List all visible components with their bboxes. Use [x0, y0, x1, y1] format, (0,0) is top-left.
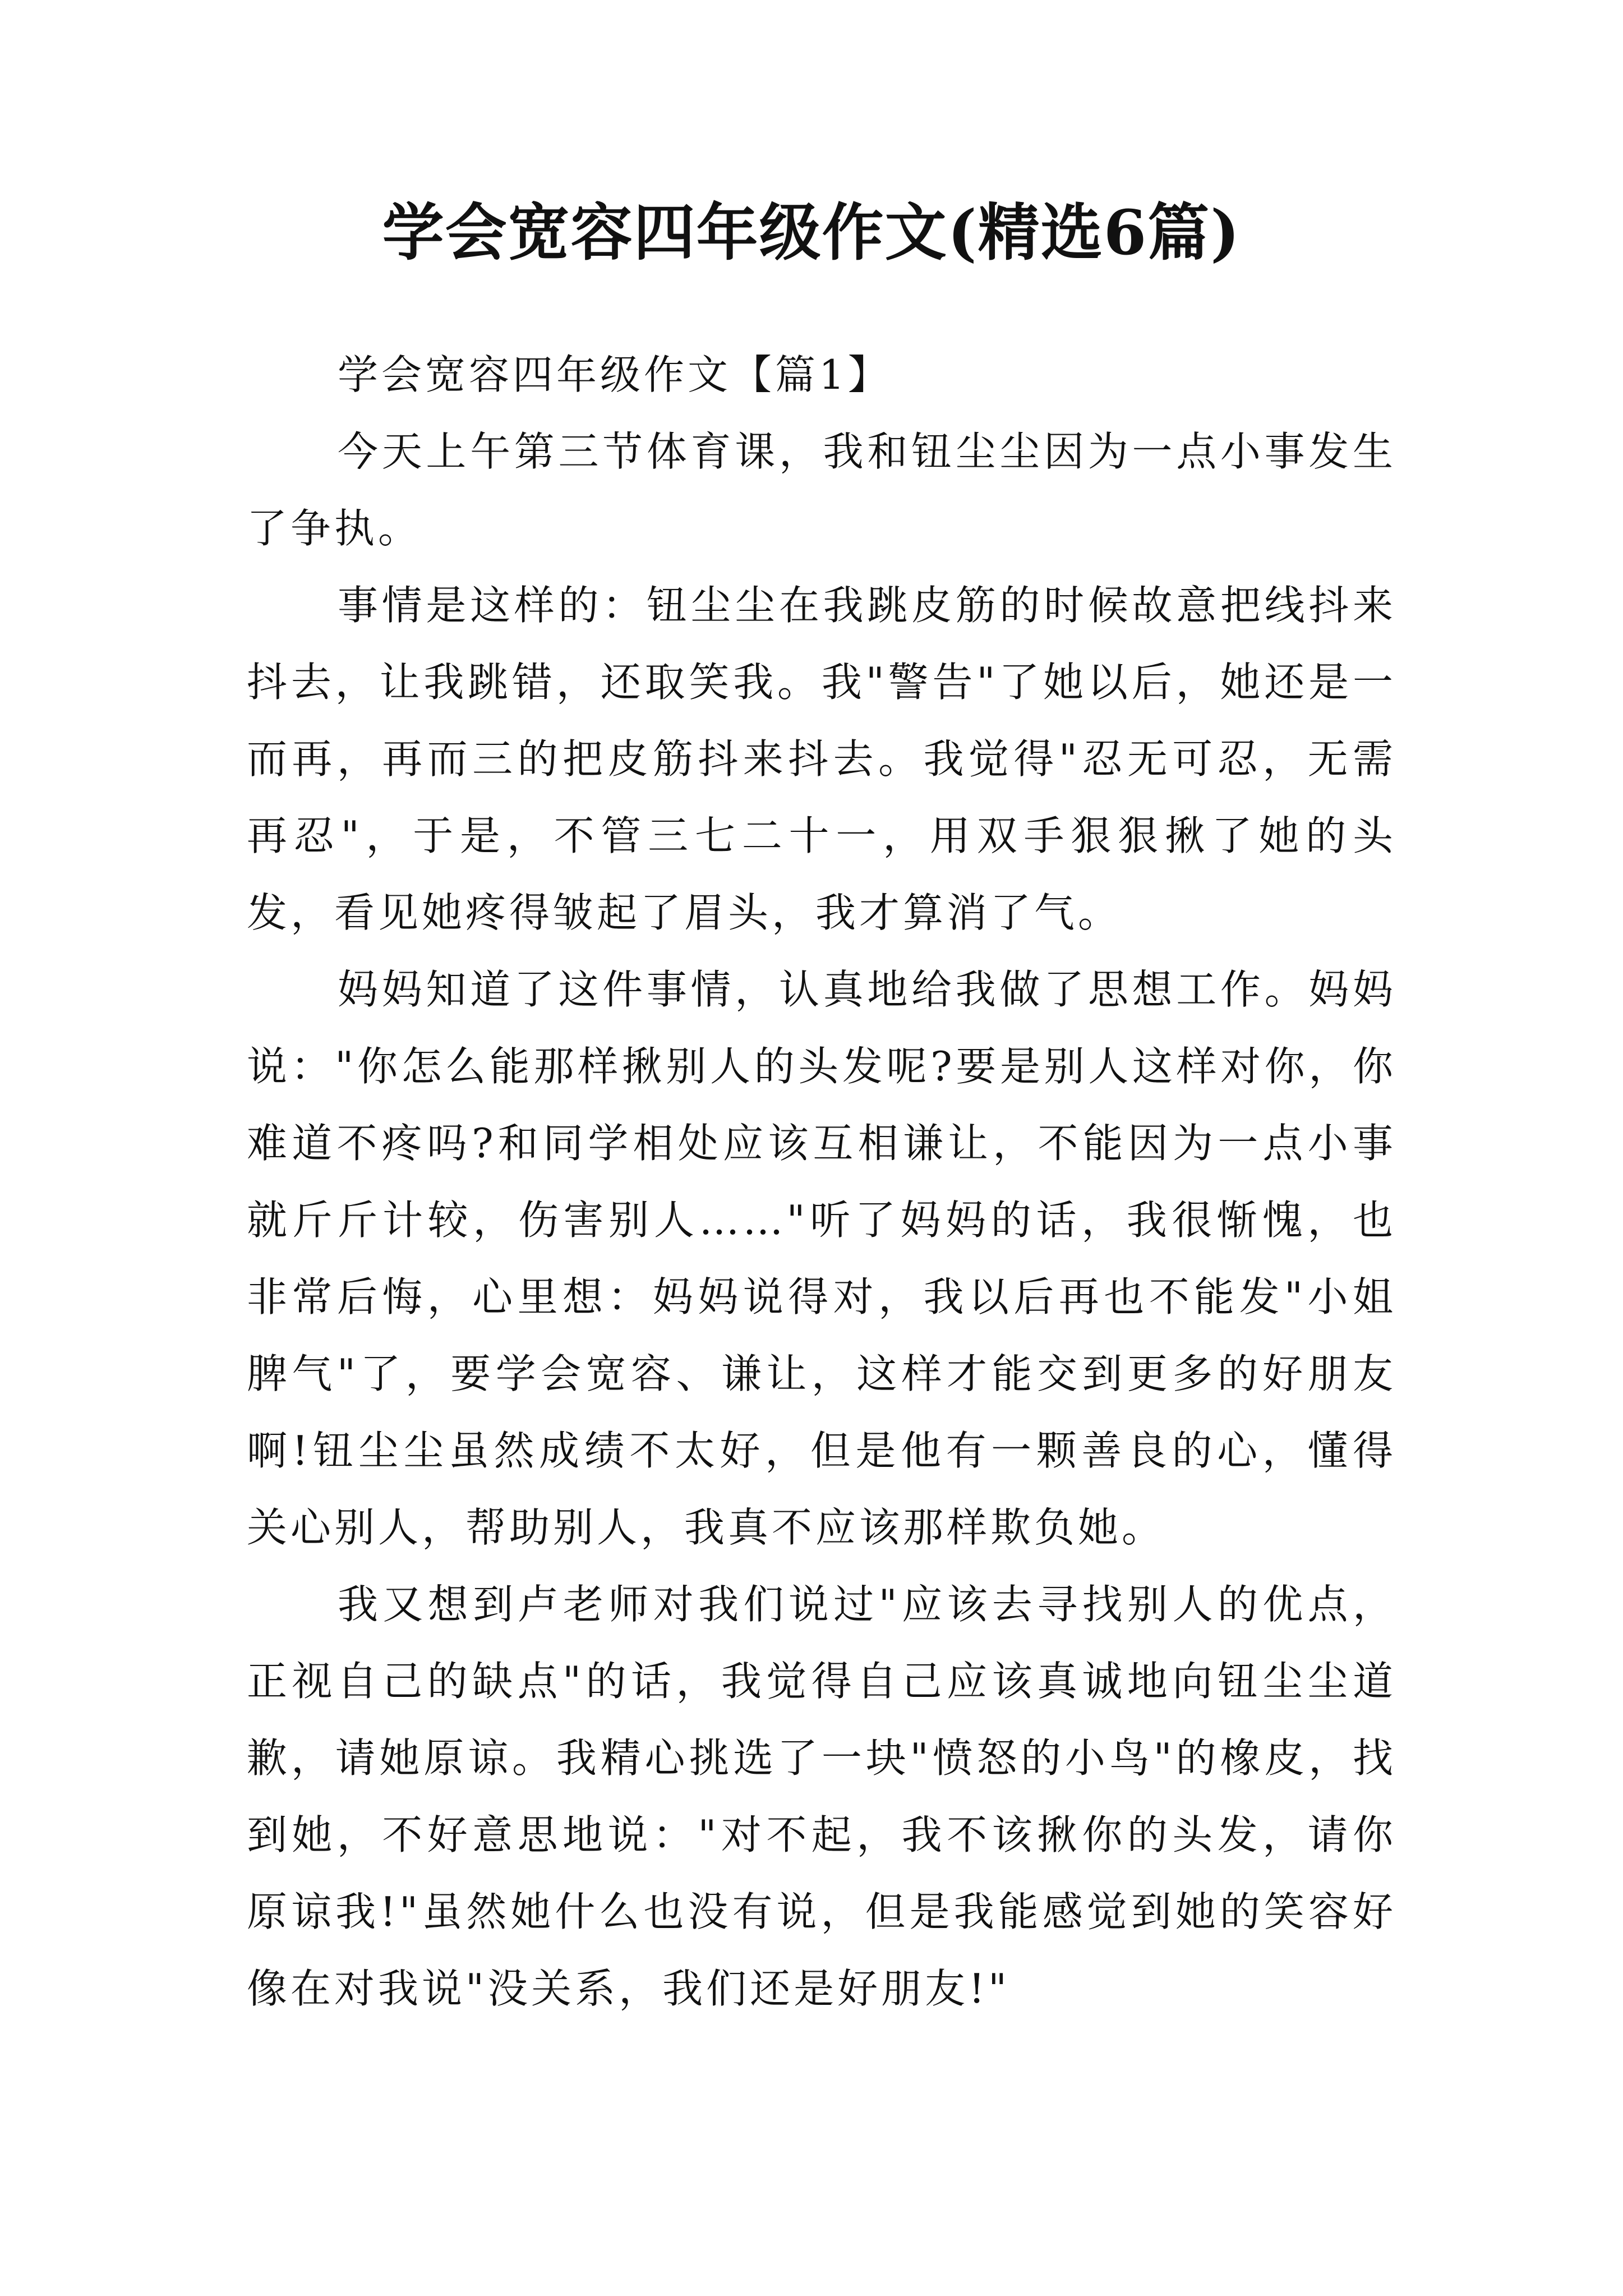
paragraph-2: 事情是这样的：钮尘尘在我跳皮筋的时候故意把线抖来抖去，让我跳错，还取笑我。我"警告"了她以后，她还是一而再，再而三的把皮筋抖来抖去。我觉得"忍无可忍，无需再忍"，于是，不管三七二十一，用双手狠狠揪了她的头发，看见她疼得皱起了眉头，我才算消了气。 [247, 582, 1396, 936]
paragraph-3: 妈妈知道了这件事情，认真地给我做了思想工作。妈妈说："你怎么能那样揪别人的头发呢?要是别人这样对你，你难道不疼吗?和同学相处应该互相谦让，不能因为一点小事就斤斤计较，伤害别人……"听了妈妈的话，我很惭愧，也非常后悔，心里想：妈妈说得对，我以后再也不能发"小姐脾气"了，要学会宽容、谦让，这样才能交到更多的好朋友啊!钮尘尘虽然成绩不太好，但是他有一颗善良的心，懂得关心别人，帮助别人，我真不应该那样欺负她。 [247, 966, 1396, 1551]
paragraph-1: 今天上午第三节体育课，我和钮尘尘因为一点小事发生了争执。 [247, 428, 1396, 552]
document-body [247, 337, 1396, 2027]
document-title: 学会宽容四年级作文(精选6篇) [382, 196, 1241, 269]
section-heading: 学会宽容四年级作文【篇1】 [338, 351, 892, 398]
paragraph-4: 我又想到卢老师对我们说过"应该去寻找别人的优点，正视自己的缺点"的话，我觉得自己应该真诚地向钮尘尘道歉，请她原谅。我精心挑选了一块"愤怒的小鸟"的橡皮，找到她，不好意思地说："对不起，我不该揪你的头发，请你原谅我!"虽然她什么也没有说，但是我能感觉到她的笑容好像在对我说"没关系，我们还是好朋友!" [247, 1581, 1396, 2012]
